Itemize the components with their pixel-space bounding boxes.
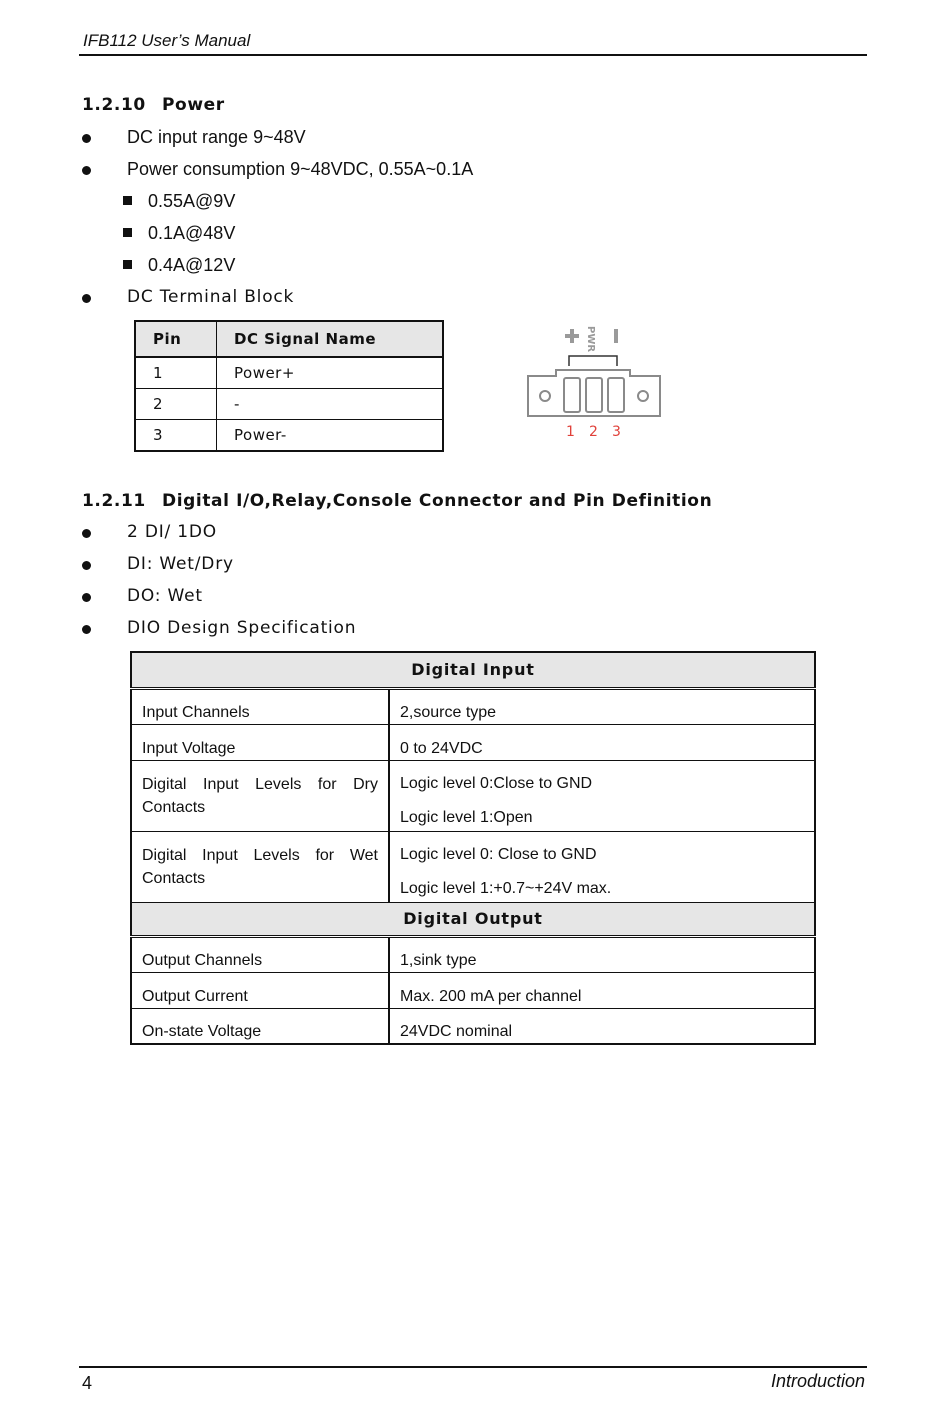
bullet-dot-icon (82, 294, 91, 303)
spec-label-cell: Output Current (131, 972, 389, 1008)
table-row (131, 724, 815, 760)
signal-name-cell: Power- (217, 420, 444, 452)
section-title: Digital I/O,Relay,Console Connector and Pin Definition (162, 491, 713, 511)
spec-label-cell: On-state Voltage (131, 1008, 389, 1044)
section-title: Power (162, 95, 225, 115)
spec-value-cell: 24VDC nominal (389, 1008, 815, 1044)
square-bullet-icon (123, 260, 132, 269)
bullet-dot-icon (82, 561, 91, 570)
section-number: 1.2.11 (82, 491, 146, 511)
signal-name-cell: Power+ (217, 357, 444, 389)
pin-number-label: 2 (589, 424, 598, 440)
section-heading-power (82, 95, 225, 115)
spec-value-cell: Max. 200 mA per channel (389, 972, 815, 1008)
bullet-item (0, 618, 950, 642)
bullet-dot-icon (82, 166, 91, 175)
table-section-header-row (131, 652, 815, 688)
table-row (131, 688, 815, 724)
bullet-text: DI: Wet/Dry (127, 554, 234, 574)
dio-spec-table (130, 651, 816, 1045)
bullet-text: 2 DI/ 1DO (127, 522, 217, 542)
bullet-text: DC input range 9~48V (127, 127, 306, 147)
document-header-title: IFB112 User’s Manual (83, 31, 251, 50)
spec-value-cell: 0 to 24VDC (389, 724, 815, 760)
connector-housing (528, 370, 660, 416)
spec-value-line: Logic level 1:Open (400, 808, 533, 826)
spec-label-cell: Digital Input Levels for Dry Contacts (131, 760, 389, 831)
pin-number-label: 1 (566, 424, 575, 440)
bullet-item (0, 522, 950, 546)
table-section-header-row (131, 902, 815, 936)
sub-bullet-item (0, 223, 950, 247)
bullet-text: DO: Wet (127, 586, 203, 606)
spec-value-line: Logic level 0:Close to GND (400, 774, 593, 792)
table-row (131, 760, 815, 831)
bullet-text: DIO Design Specification (127, 618, 357, 638)
pwr-label: PWR (585, 326, 596, 353)
spec-value-cell: 2,source type (389, 688, 815, 724)
table-row (131, 1008, 815, 1044)
spec-label-cell: Output Channels (131, 936, 389, 972)
sub-bullet-text: 0.1A@48V (148, 223, 236, 243)
table-row (135, 389, 443, 420)
pin-number-cell: 1 (135, 357, 217, 389)
digital-input-header: Digital Input (131, 652, 815, 688)
bullet-dot-icon (82, 134, 91, 143)
bullet-dot-icon (82, 625, 91, 634)
bullet-dot-icon (82, 593, 91, 602)
section-number: 1.2.10 (82, 95, 146, 115)
bullet-text: DC Terminal Block (127, 287, 295, 307)
bullet-text: Power consumption 9~48VDC, 0.55A~0.1A (127, 159, 474, 179)
sub-bullet-text: 0.55A@9V (148, 191, 236, 211)
bullet-item (0, 287, 950, 311)
pin-number-cell: 2 (135, 389, 217, 420)
plus-icon (565, 329, 579, 343)
square-bullet-icon (123, 228, 132, 237)
section-heading-dio (82, 491, 712, 511)
bullet-item (0, 554, 950, 578)
connector-bracket (569, 356, 617, 366)
spec-value-cell: 1,sink type (389, 936, 815, 972)
sub-bullet-text: 0.4A@12V (148, 255, 236, 275)
spec-label-cell: Input Channels (131, 688, 389, 724)
table-row (135, 357, 443, 389)
table-row (131, 831, 815, 902)
table-header-row (135, 321, 443, 357)
spec-value-line: Logic level 1:+0.7~+24V max. (400, 879, 612, 897)
dc-terminal-connector-figure (520, 322, 670, 446)
bullet-item (0, 127, 950, 151)
bullet-item (0, 586, 950, 610)
table-row (131, 972, 815, 1008)
header-rule (79, 54, 867, 56)
table-row (131, 936, 815, 972)
pin-number-label: 3 (612, 424, 621, 440)
table-header-cell: Pin (135, 321, 217, 357)
bullet-item (0, 159, 950, 183)
dc-terminal-table (134, 320, 444, 452)
page-number: 4 (82, 1373, 93, 1393)
spec-value-cell (389, 760, 815, 831)
table-row (135, 420, 443, 452)
spec-label-cell: Input Voltage (131, 724, 389, 760)
spec-value-cell (389, 831, 815, 902)
footer-rule (79, 1366, 867, 1368)
table-header-cell: DC Signal Name (217, 321, 444, 357)
sub-bullet-item (0, 191, 950, 215)
minus-icon (614, 329, 618, 343)
spec-label-cell: Digital Input Levels for Wet Contacts (131, 831, 389, 902)
footer-section-name: Introduction (770, 1371, 865, 1391)
pin-number-cell: 3 (135, 420, 217, 452)
sub-bullet-item (0, 255, 950, 279)
square-bullet-icon (123, 196, 132, 205)
signal-name-cell: - (217, 389, 444, 420)
spec-value-line: Logic level 0: Close to GND (400, 845, 597, 863)
digital-output-header: Digital Output (131, 902, 815, 936)
bullet-dot-icon (82, 529, 91, 538)
